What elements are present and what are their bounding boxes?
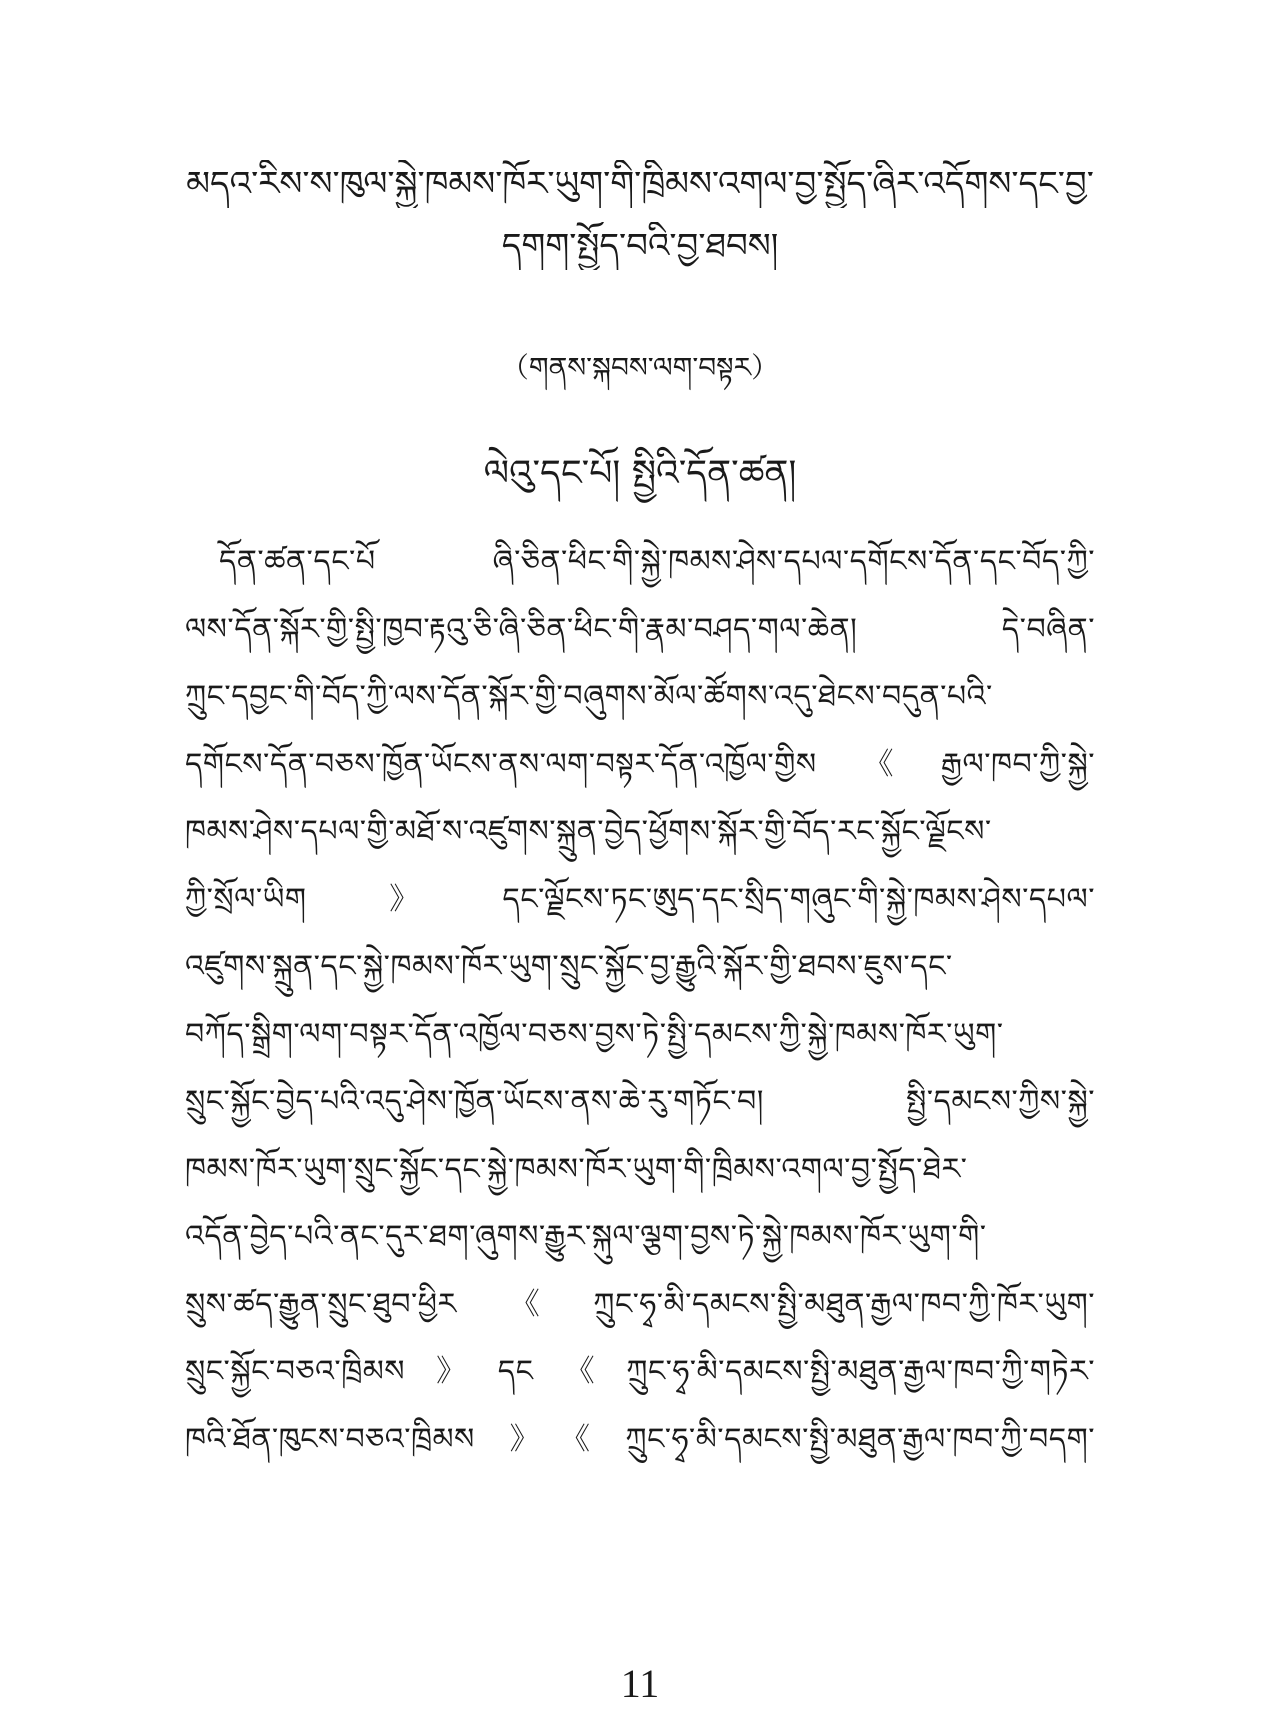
- body-line: ཀྲུང་དབྱང་གི་བོད་ཀྱི་ལས་དོན་སྐོར་གྱི་བཞུགས་མོལ་ཚོགས་འདུ་ཐེངས་བདུན་པའི་: [185, 679, 993, 714]
- body-line: སྲུང་སྐྱོང་བྱེད་པའི་འདུ་ཤེས་ཁྱོན་ཡོངས་ནས་ཆེ་རུ་གཏོང་བ། སྤྱི་དམངས་ཀྱིས་སྐྱེ་: [185, 1084, 1095, 1119]
- title-line-1: མདའ་རིས་ས་ཁུལ་སྐྱེ་ཁམས་ཁོར་ཡུག་གི་ཁྲིམས་འགལ་བྱ་སྤྱོད་ཞིར་འདོགས་དང་བྱ་: [186, 164, 1094, 204]
- body-line: ལས་དོན་སྐོར་གྱི་སྤྱི་ཁྱབ་རྟའུ་ཅི་ཞི་ཅིན་ཕིང་གི་རྣམ་བཤད་གལ་ཆེན། དེ་བཞིན་: [185, 611, 1095, 647]
- page-number: 11: [620, 1661, 660, 1706]
- body-line: ཁམས་ཁོར་ཡུག་སྲུང་སྐྱོང་དང་སྐྱེ་ཁམས་ཁོར་ཡུག་གི་ཁྲིམས་འགལ་བྱ་སྤྱོད་ཐེར་: [185, 1151, 968, 1187]
- body-line: ཁམས་ཤེས་དཔལ་གྱི་མཐོ་ས་འཛུགས་སྐྲུན་བྱེད་ཕྱོགས་སྐོར་གྱི་བོད་རང་སྐྱོང་ལྗོངས་: [185, 814, 992, 849]
- title-line-2: དགག་སྤྱོད་བའི་བྱ་ཐབས།: [501, 226, 779, 266]
- body-line: དོན་ཚན་དང་པོ ཞི་ཅིན་ཕིང་གི་སྐྱེ་ཁམས་ཤེས་དཔལ་དགོངས་དོན་དང་བོད་ཀྱི་: [219, 544, 1095, 579]
- body-line: སྲུས་ཚད་རྒྱུན་སྲུང་ཐུབ་ཕྱིར《ཀྲུང་ཧྭ་མི་དམངས་སྤྱི་མཐུན་རྒྱལ་ཁབ་ཀྱི་ཁོར་ཡུག་: [185, 1286, 1095, 1322]
- chapter-heading: ལེའུ་དང་པོ། སྤྱིའི་དོན་ཚན།: [483, 453, 797, 494]
- body-line: སྲུང་སྐྱོང་བཅའ་ཁྲིམས》དང《ཀྲུང་ཧྭ་མི་དམངས་སྤྱི་མཐུན་རྒྱལ་ཁབ་ཀྱི་གཏེར་: [185, 1354, 1095, 1389]
- body-text: [185, 528, 1095, 1473]
- body-line: ཁའི་ཐོན་ཁུངས་བཅའ་ཁྲིམས》《ཀྲུང་ཧྭ་མི་དམངས་སྤྱི་མཐུན་རྒྱལ་ཁབ་ཀྱི་བདག་: [185, 1421, 1095, 1457]
- body-line: བཀོད་སྒྲིག་ལག་བསྟར་དོན་འཁྱོལ་བཅས་བྱས་ཏེ་སྤྱི་དམངས་ཀྱི་སྐྱེ་ཁམས་ཁོར་ཡུག་: [185, 1016, 1004, 1052]
- subtitle: （གནས་སྐབས་ལག་བསྟར）: [500, 351, 780, 384]
- body-line: འཛུགས་སྐྲུན་དང་སྐྱེ་ཁམས་ཁོར་ཡུག་སྲུང་སྐྱོང་བྱ་རྒྱུའི་སྐོར་གྱི་ཐབས་ཇུས་དང་: [185, 949, 953, 984]
- body-line: འདོན་བྱེད་པའི་ནང་དུར་ཐག་ཞུགས་རྒྱུར་སྐུལ་ལྕག་བྱས་ཏེ་སྐྱེ་ཁམས་ཁོར་ཡུག་གི་: [185, 1219, 987, 1254]
- body-line: ཀྱི་སྲོལ་ཡིག》དང་ལྗོངས་ཏང་ཨུད་དང་སྲིད་གཞུང་གི་སྐྱེ་ཁམས་ཤེས་དཔལ་: [185, 881, 1095, 917]
- body-line: དགོངས་དོན་བཅས་ཁྱོན་ཡོངས་ནས་ལག་བསྟར་དོན་འཁྱོལ་གྱིས《རྒྱལ་ཁབ་ཀྱི་སྐྱེ་: [185, 746, 1095, 782]
